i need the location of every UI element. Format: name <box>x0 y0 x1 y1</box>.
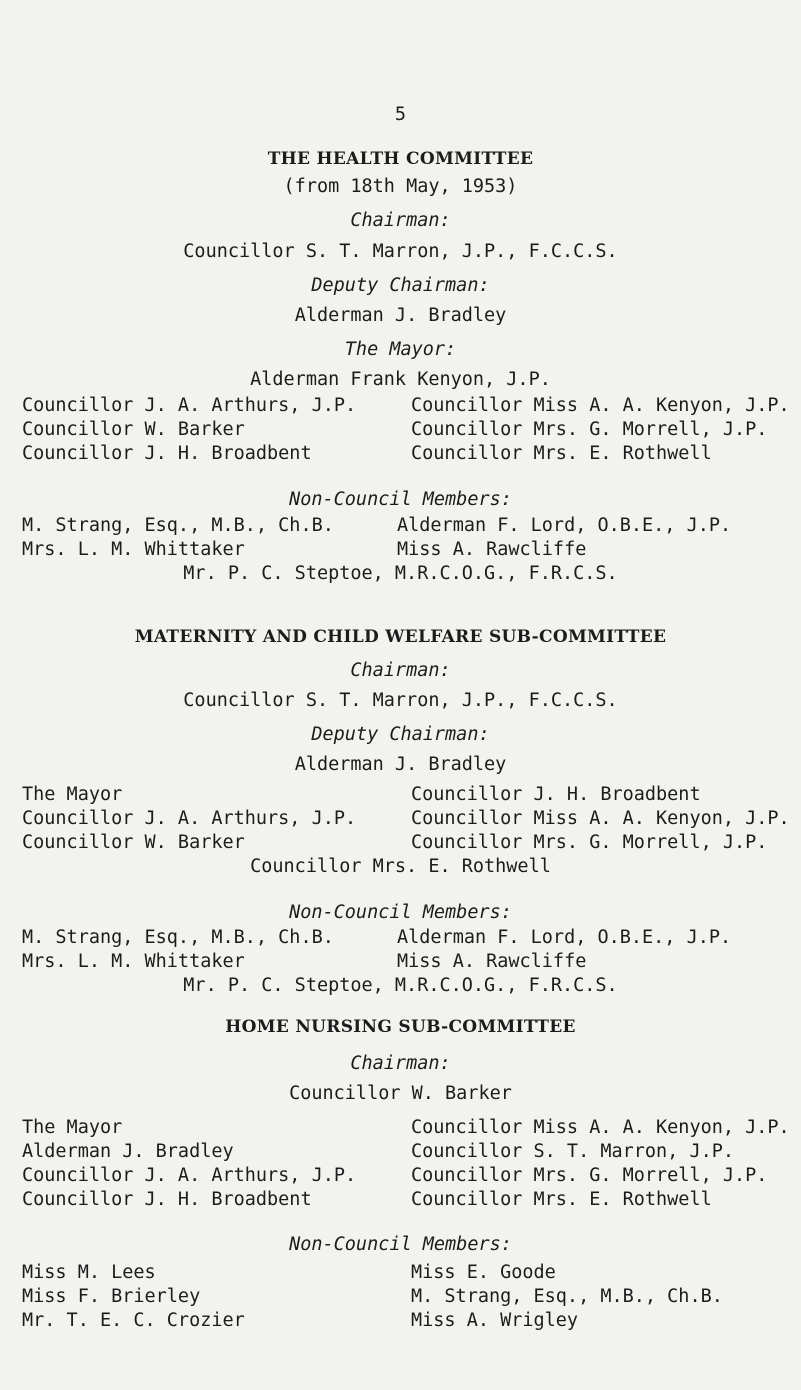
health-committee-title: THE HEALTH COMMITTEE <box>267 149 534 169</box>
health-deputy-label: Deputy Chairman: <box>311 275 490 296</box>
maternity-deputy-label: Deputy Chairman: <box>311 724 490 745</box>
nursing-member-right: Councillor Miss A. A. Kenyon, J.P. <box>411 1117 790 1138</box>
health-nc-left: Mrs. L. M. Whittaker <box>22 539 245 560</box>
health-member-right: Councillor Mrs. G. Morrell, J.P. <box>411 419 768 440</box>
nursing-noncouncil-label: Non-Council Members: <box>289 1234 512 1255</box>
health-mayor-label: The Mayor: <box>344 339 457 360</box>
maternity-chairman-label: Chairman: <box>350 660 451 681</box>
health-member-left: Councillor J. A. Arthurs, J.P. <box>22 395 357 416</box>
health-deputy: Alderman J. Bradley <box>294 305 507 326</box>
maternity-member-right: Councillor Miss A. A. Kenyon, J.P. <box>411 808 790 829</box>
nursing-title: HOME NURSING SUB-COMMITTEE <box>225 1017 576 1037</box>
maternity-nc-right: Miss A. Rawcliffe <box>397 951 587 972</box>
maternity-member-right: Councillor Mrs. G. Morrell, J.P. <box>411 832 768 853</box>
health-member-right: Councillor Mrs. E. Rothwell <box>411 443 712 464</box>
nursing-chairman: Councillor W. Barker <box>289 1083 512 1104</box>
health-mayor: Alderman Frank Kenyon, J.P. <box>250 369 551 390</box>
maternity-nc-left: Mrs. L. M. Whittaker <box>22 951 245 972</box>
health-nc-right: Alderman F. Lord, O.B.E., J.P. <box>397 515 732 536</box>
nursing-nc-left: Miss M. Lees <box>22 1262 156 1283</box>
nursing-member-left: Councillor J. A. Arthurs, J.P. <box>22 1165 357 1186</box>
nursing-nc-left: Miss F. Brierley <box>22 1286 201 1307</box>
maternity-member-left: Councillor W. Barker <box>22 832 245 853</box>
health-nc-left: M. Strang, Esq., M.B., Ch.B. <box>22 515 334 536</box>
maternity-member-right: Councillor J. H. Broadbent <box>411 784 701 805</box>
maternity-member-left: The Mayor <box>22 784 123 805</box>
nursing-nc-right: M. Strang, Esq., M.B., Ch.B. <box>411 1286 723 1307</box>
maternity-nc-left: M. Strang, Esq., M.B., Ch.B. <box>22 927 334 948</box>
nursing-nc-right: Miss E. Goode <box>411 1262 556 1283</box>
nursing-member-right: Councillor Mrs. G. Morrell, J.P. <box>411 1165 768 1186</box>
health-chairman-label: Chairman: <box>350 210 451 231</box>
health-nc-right: Miss A. Rawcliffe <box>397 539 587 560</box>
health-chairman: Councillor S. T. Marron, J.P., F.C.C.S. <box>183 241 618 262</box>
maternity-chairman: Councillor S. T. Marron, J.P., F.C.C.S. <box>183 690 618 711</box>
nursing-member-left: Alderman J. Bradley <box>22 1141 234 1162</box>
maternity-title: MATERNITY AND CHILD WELFARE SUB-COMMITTEE <box>134 627 667 647</box>
maternity-nc-right: Alderman F. Lord, O.B.E., J.P. <box>397 927 732 948</box>
health-member-left: Councillor J. H. Broadbent <box>22 443 312 464</box>
nursing-nc-left: Mr. T. E. C. Crozier <box>22 1310 245 1331</box>
nursing-member-right: Councillor S. T. Marron, J.P. <box>411 1141 735 1162</box>
maternity-member-left: Councillor J. A. Arthurs, J.P. <box>22 808 357 829</box>
nursing-nc-right: Miss A. Wrigley <box>411 1310 579 1331</box>
maternity-member-center: Councillor Mrs. E. Rothwell <box>250 856 551 877</box>
maternity-deputy: Alderman J. Bradley <box>294 754 507 775</box>
nursing-chairman-label: Chairman: <box>350 1053 451 1074</box>
health-nc-center: Mr. P. C. Steptoe, M.R.C.O.G., F.R.C.S. <box>183 563 618 584</box>
health-member-left: Councillor W. Barker <box>22 419 245 440</box>
maternity-noncouncil-label: Non-Council Members: <box>289 902 512 923</box>
health-noncouncil-label: Non-Council Members: <box>289 489 512 510</box>
nursing-member-right: Councillor Mrs. E. Rothwell <box>411 1189 712 1210</box>
health-committee-date: (from 18th May, 1953) <box>283 176 518 197</box>
page-number: 5 <box>394 104 407 125</box>
health-member-right: Councillor Miss A. A. Kenyon, J.P. <box>411 395 790 416</box>
nursing-member-left: Councillor J. H. Broadbent <box>22 1189 312 1210</box>
maternity-nc-center: Mr. P. C. Steptoe, M.R.C.O.G., F.R.C.S. <box>183 975 618 996</box>
nursing-member-left: The Mayor <box>22 1117 123 1138</box>
